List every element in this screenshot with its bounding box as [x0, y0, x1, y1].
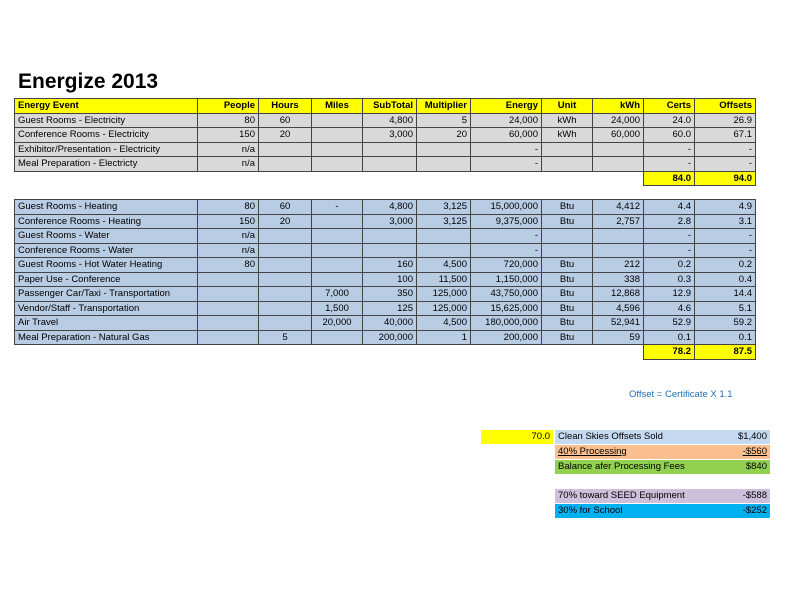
- table-cell: 59.2: [695, 316, 756, 331]
- table-cell: 0.4: [695, 272, 756, 287]
- table-row: [15, 272, 756, 287]
- table-cell: [259, 287, 312, 302]
- table-cell: Conference Rooms - Electricity: [15, 128, 198, 143]
- table-cell: [312, 157, 363, 172]
- electricity-table: [14, 98, 756, 186]
- table-cell: 4,412: [593, 200, 644, 215]
- table-cell: [259, 272, 312, 287]
- table-cell: 20,000: [312, 316, 363, 331]
- table-cell: 60,000: [593, 128, 644, 143]
- table-cell: 1,500: [312, 301, 363, 316]
- table-cell: [593, 157, 644, 172]
- table-cell: [417, 157, 471, 172]
- offset-formula-note: Offset = Certificate X 1.1: [629, 389, 733, 400]
- column-header: Multiplier: [417, 99, 471, 114]
- table-cell: [542, 142, 593, 157]
- table-cell: 0.3: [644, 272, 695, 287]
- table-cell: 4,500: [417, 258, 471, 273]
- summary-amount: $840: [745, 461, 767, 472]
- table-cell: 0.1: [695, 330, 756, 345]
- summary-label: Balance afer Processing Fees: [558, 461, 685, 472]
- table-cell: [312, 272, 363, 287]
- summary-label: 40% Processing: [558, 446, 627, 457]
- table-cell: Btu: [542, 287, 593, 302]
- table-cell: [312, 113, 363, 128]
- table-cell: [198, 287, 259, 302]
- table-cell: Passenger Car/Taxi - Transportation: [15, 287, 198, 302]
- table-cell: 200,000: [471, 330, 542, 345]
- offsets-sold-value: 70.0: [481, 430, 553, 444]
- header-row: [15, 99, 756, 114]
- column-header: Hours: [259, 99, 312, 114]
- table-cell: Guest Rooms - Heating: [15, 200, 198, 215]
- table-cell: [593, 229, 644, 244]
- table-cell: 160: [363, 258, 417, 273]
- table-cell: 4,500: [417, 316, 471, 331]
- seed-equipment-row: [555, 489, 770, 503]
- table-cell: -: [471, 229, 542, 244]
- table-cell: Air Travel: [15, 316, 198, 331]
- table-cell: 7,000: [312, 287, 363, 302]
- table-cell: 2.8: [644, 214, 695, 229]
- table-cell: [312, 243, 363, 258]
- table-cell: 4,800: [363, 200, 417, 215]
- table-cell: 150: [198, 128, 259, 143]
- column-header: kWh: [593, 99, 644, 114]
- table-row: [15, 301, 756, 316]
- table-cell: [259, 258, 312, 273]
- table-cell: Guest Rooms - Hot Water Heating: [15, 258, 198, 273]
- table-cell: 0.1: [644, 330, 695, 345]
- table-cell: [542, 229, 593, 244]
- table-cell: 200,000: [363, 330, 417, 345]
- table-cell: [312, 258, 363, 273]
- table-cell: -: [644, 142, 695, 157]
- table-cell: 0.2: [644, 258, 695, 273]
- table-cell: Vendor/Staff - Transportation: [15, 301, 198, 316]
- balance-row: [555, 460, 770, 474]
- table-cell: 125,000: [417, 287, 471, 302]
- column-header: SubTotal: [363, 99, 417, 114]
- table-cell: [198, 316, 259, 331]
- table-cell: [259, 157, 312, 172]
- table-cell: 12.9: [644, 287, 695, 302]
- table-cell: [312, 229, 363, 244]
- table-cell: 52.9: [644, 316, 695, 331]
- table-cell: 52,941: [593, 316, 644, 331]
- table-cell: -: [695, 243, 756, 258]
- table-cell: 180,000,000: [471, 316, 542, 331]
- table-cell: 1,150,000: [471, 272, 542, 287]
- table-cell: [542, 157, 593, 172]
- table-cell: [363, 142, 417, 157]
- totals-row: [15, 345, 756, 360]
- table-cell: 3,000: [363, 128, 417, 143]
- table-cell: 2,757: [593, 214, 644, 229]
- table-cell: 4.4: [644, 200, 695, 215]
- table-cell: Btu: [542, 258, 593, 273]
- table-cell: n/a: [198, 157, 259, 172]
- offsets-sold-row: [555, 430, 770, 444]
- table-cell: 20: [417, 128, 471, 143]
- table-cell: Guest Rooms - Water: [15, 229, 198, 244]
- page-title: Energize 2013: [18, 70, 159, 93]
- table-cell: 40,000: [363, 316, 417, 331]
- table-cell: kWh: [542, 113, 593, 128]
- table-cell: -: [471, 243, 542, 258]
- table-cell: 26.9: [695, 113, 756, 128]
- table-cell: 5: [259, 330, 312, 345]
- table-cell: [259, 243, 312, 258]
- table-cell: Btu: [542, 214, 593, 229]
- table-cell: Btu: [542, 316, 593, 331]
- table-cell: 3.1: [695, 214, 756, 229]
- heating-table: [14, 199, 756, 360]
- summary-amount: -$252: [742, 505, 767, 516]
- table-cell: [363, 243, 417, 258]
- table-cell: Conference Rooms - Water: [15, 243, 198, 258]
- table-row: [15, 113, 756, 128]
- summary-amount: $1,400: [737, 431, 767, 442]
- table-cell: -: [644, 229, 695, 244]
- table-cell: Btu: [542, 200, 593, 215]
- table-cell: -: [695, 229, 756, 244]
- table-cell: 338: [593, 272, 644, 287]
- table-cell: Guest Rooms - Electricity: [15, 113, 198, 128]
- table-row: [15, 214, 756, 229]
- totals-row: [15, 171, 756, 186]
- table-cell: 20: [259, 214, 312, 229]
- table-cell: Conference Rooms - Heating: [15, 214, 198, 229]
- table-cell: 100: [363, 272, 417, 287]
- table-cell: -: [644, 243, 695, 258]
- table-cell: Exhibitor/Presentation - Electricity: [15, 142, 198, 157]
- table-cell: n/a: [198, 229, 259, 244]
- table-cell: -: [312, 200, 363, 215]
- table-cell: [312, 142, 363, 157]
- table-cell: 3,000: [363, 214, 417, 229]
- table-cell: [198, 330, 259, 345]
- table-row: [15, 229, 756, 244]
- table-cell: Btu: [542, 272, 593, 287]
- table-cell: -: [471, 142, 542, 157]
- school-row: [555, 504, 770, 518]
- column-header: Miles: [312, 99, 363, 114]
- table-cell: 80: [198, 258, 259, 273]
- table-cell: kWh: [542, 128, 593, 143]
- table-row: [15, 128, 756, 143]
- table-cell: 4.9: [695, 200, 756, 215]
- processing-fee-row: [555, 445, 770, 459]
- column-header: Unit: [542, 99, 593, 114]
- table-cell: 5: [417, 113, 471, 128]
- table-row: [15, 200, 756, 215]
- table-cell: n/a: [198, 243, 259, 258]
- table-cell: -: [644, 157, 695, 172]
- summary-amount: -$588: [742, 490, 767, 501]
- table-cell: [542, 243, 593, 258]
- table-row: [15, 287, 756, 302]
- offsets-total: 87.5: [695, 345, 756, 360]
- column-header: Certs: [644, 99, 695, 114]
- table-cell: [312, 214, 363, 229]
- table-cell: 3,125: [417, 214, 471, 229]
- table-cell: 24,000: [593, 113, 644, 128]
- certs-total: 78.2: [644, 345, 695, 360]
- table-cell: 24,000: [471, 113, 542, 128]
- table-cell: 125: [363, 301, 417, 316]
- column-header: People: [198, 99, 259, 114]
- table-cell: -: [471, 157, 542, 172]
- table-cell: [593, 243, 644, 258]
- table-cell: [417, 229, 471, 244]
- table-cell: [363, 157, 417, 172]
- table-cell: 24.0: [644, 113, 695, 128]
- table-cell: 1: [417, 330, 471, 345]
- table-cell: 4.6: [644, 301, 695, 316]
- table-cell: 60: [259, 200, 312, 215]
- table-cell: 12,868: [593, 287, 644, 302]
- column-header: Energy: [471, 99, 542, 114]
- table-row: [15, 157, 756, 172]
- table-cell: -: [695, 157, 756, 172]
- table-row: [15, 243, 756, 258]
- table-cell: 80: [198, 113, 259, 128]
- table-cell: [312, 128, 363, 143]
- table-cell: 4,596: [593, 301, 644, 316]
- table-cell: [363, 229, 417, 244]
- table-cell: 80: [198, 200, 259, 215]
- table-cell: [417, 142, 471, 157]
- table-row: [15, 316, 756, 331]
- table-cell: -: [695, 142, 756, 157]
- table-cell: 150: [198, 214, 259, 229]
- table-cell: 60,000: [471, 128, 542, 143]
- column-header: Energy Event: [15, 99, 198, 114]
- table-cell: 60: [259, 113, 312, 128]
- table-cell: n/a: [198, 142, 259, 157]
- table-cell: 212: [593, 258, 644, 273]
- table-cell: [417, 243, 471, 258]
- summary-label: Clean Skies Offsets Sold: [558, 431, 663, 442]
- table-cell: Paper Use - Conference: [15, 272, 198, 287]
- table-cell: 5.1: [695, 301, 756, 316]
- table-cell: [259, 142, 312, 157]
- table-cell: 3,125: [417, 200, 471, 215]
- table-cell: Btu: [542, 330, 593, 345]
- column-header: Offsets: [695, 99, 756, 114]
- table-row: [15, 142, 756, 157]
- summary-label: 70% toward SEED Equipment: [558, 490, 685, 501]
- table-cell: 59: [593, 330, 644, 345]
- table-cell: 125,000: [417, 301, 471, 316]
- table-cell: 9,375,000: [471, 214, 542, 229]
- table-cell: 20: [259, 128, 312, 143]
- table-cell: 43,750,000: [471, 287, 542, 302]
- table-cell: 15,000,000: [471, 200, 542, 215]
- table-cell: [198, 272, 259, 287]
- table-cell: [312, 330, 363, 345]
- summary-label: 30% for School: [558, 505, 623, 516]
- table-cell: 720,000: [471, 258, 542, 273]
- table-row: [15, 258, 756, 273]
- table-row: [15, 330, 756, 345]
- summary-amount: -$560: [742, 446, 767, 457]
- table-cell: 14.4: [695, 287, 756, 302]
- table-cell: [259, 301, 312, 316]
- table-cell: 4,800: [363, 113, 417, 128]
- table-cell: 11,500: [417, 272, 471, 287]
- table-cell: [593, 142, 644, 157]
- table-cell: Meal Preparation - Electricty: [15, 157, 198, 172]
- table-cell: Btu: [542, 301, 593, 316]
- table-cell: 60.0: [644, 128, 695, 143]
- certs-total: 84.0: [644, 171, 695, 186]
- table-cell: 350: [363, 287, 417, 302]
- table-cell: Meal Preparation - Natural Gas: [15, 330, 198, 345]
- table-cell: 67.1: [695, 128, 756, 143]
- table-cell: [198, 301, 259, 316]
- table-cell: 0.2: [695, 258, 756, 273]
- table-cell: [259, 316, 312, 331]
- table-cell: [259, 229, 312, 244]
- offsets-total: 94.0: [695, 171, 756, 186]
- table-cell: 15,625,000: [471, 301, 542, 316]
